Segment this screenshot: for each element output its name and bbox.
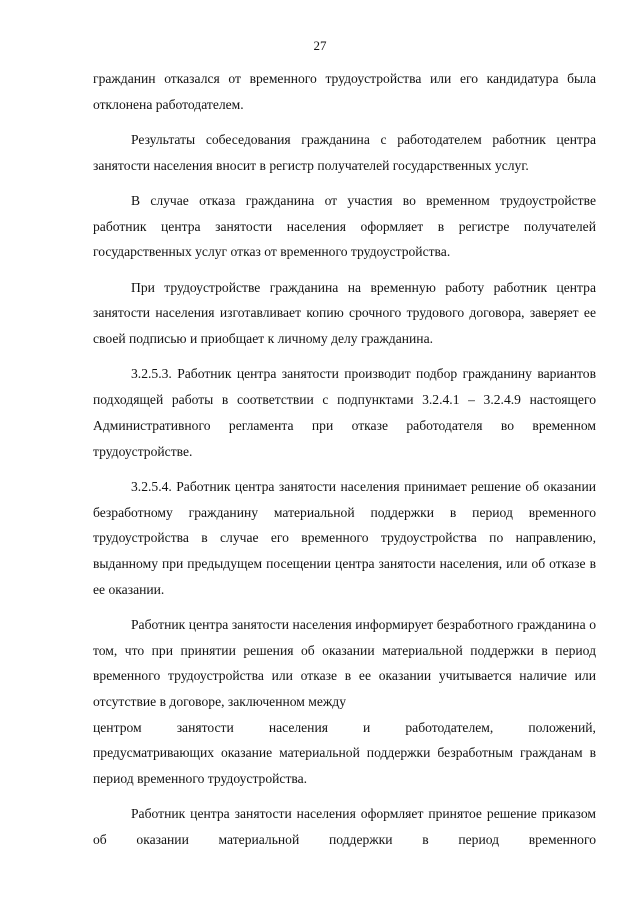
spread-word: населения (268, 719, 328, 735)
paragraph-5: 3.2.5.3. Работник центра занятости производит подбор гражданину вариантов подходящей работы в соответствии с подпунктами 3.2.4.1 – 3.2.4.9 настоящего Административного регламента при отказе работодателя во временном трудоустройстве. (93, 366, 596, 459)
spread-word: и (363, 719, 371, 735)
page-number: 27 (313, 38, 327, 53)
paragraph-4: При трудоустройстве гражданина на временную работу работник центра занятости населения изготавливает копию срочного трудового договора, заверяет ее своей подписью и приобщает к личному делу гражданина. (93, 279, 596, 347)
paragraph-6: 3.2.5.4. Работник центра занятости населения принимает решение об оказании безработному гражданину материальной поддержки в период временного трудоустройства в случае его временного трудоустройства по направлению, выданному при предыдущем посещении центра занятости населения, или об отказе в ее оказании. (93, 478, 596, 597)
paragraph-3: В случае отказа гражданина от участия во временном трудоустройстве работник центра занятости населения оформляет в регистре получателей государственных услуг отказ от временного трудоустройства. (93, 193, 596, 260)
spread-word: работодателем, (405, 719, 494, 735)
paragraph-7 (93, 612, 596, 792)
paragraph-7-part-a: Работник центра занятости населения информирует безработного гражданина о том, что при принятии решения об оказании материальной поддержки в период временного трудоустройства или отказе в ее оказании учитывается наличие или отсутствие в договоре, заключенном между (93, 616, 596, 710)
paragraph-7-spread-line (93, 715, 596, 741)
paragraph-8: Работник центра занятости населения оформляет принятое решение приказом об оказании материальной поддержки в период временного (93, 806, 596, 848)
document-body (93, 66, 596, 853)
spread-word: положений, (528, 719, 596, 735)
spread-word: занятости (176, 719, 234, 735)
paragraph-1: гражданин отказался от временного трудоустройства или его кандидатура была отклонена работодателем. (93, 71, 596, 112)
paragraph-2: Результаты собеседования гражданина с работодателем работник центра занятости населения вносит в регистр получателей государственных услуг. (93, 132, 596, 173)
paragraph-7-part-b: предусматривающих оказание материальной поддержки безработным гражданам в период временного трудоустройства. (93, 745, 596, 787)
spread-word: центром (93, 719, 142, 735)
